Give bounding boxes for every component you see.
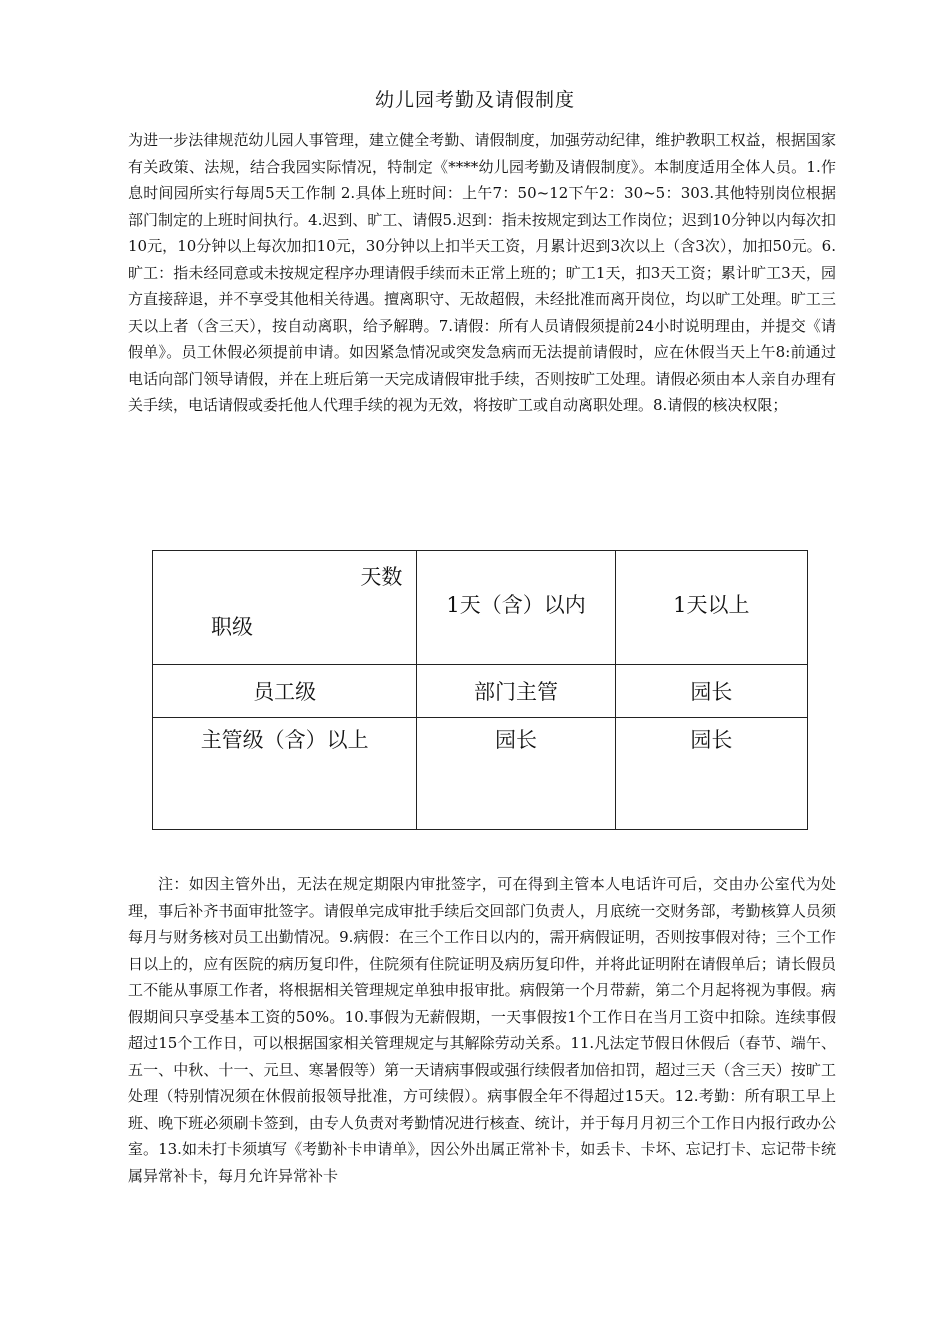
intro-paragraph: 为进一步法律规范幼儿园人事管理，建立健全考勤、请假制度，加强劳动纪律，维护教职工权益，根据国家有关政策、法规，结合我园实际情况，特制定《****幼儿园考勤及请假制度》。本制度适用全体人员。1.作息时间园所实行每周5天工作制 2.具体上班时间：上午7：50~12下午2：30~5：303.其他特别岗位根据部门制定的上班时间执行。4.迟到、旷工、请假5.迟到：指未按规定到达工作岗位；迟到10分钟以内每次扣10元，10分钟以上每次加扣10元，30分钟以上扣半天工资，月累计迟到3次以上（含3次），加扣50元。6.旷工：指未经同意或未按规定程序办理请假手续而未正常上班的；旷工1天，扣3天工资；累计旷工3天，园方直接辞退，并不享受其他相关待遇。擅离职守、无故超假，未经批准而离开岗位，均以旷工处理。旷工三天以上者（含三天），按自动离职，给予解聘。7.请假：所有人员请假须提前24小时说明理由，并提交《请假单》。员工休假必须提前申请。如因紧急情况或突发急病而无法提前请假时，应在休假当天上午8:前通过电话向部门领导请假，并在上班后第一天完成请假审批手续，否则按旷工处理。请假必须由本人亲自办理有关手续，电话请假或委托他人代理手续的视为无效，将按旷工或自动离职处理。8.请假的核决权限； [128,131,836,414]
header-corner-cell [153,551,417,665]
approval-authority-table [152,550,808,830]
within-cell: 部门主管 [417,665,615,718]
table-header-row [153,551,808,665]
within-cell: 园长 [417,718,615,830]
document-title: 幼儿园考勤及请假制度 [374,89,575,111]
rank-cell: 主管级（含）以上 [153,718,417,830]
header-within-one-day: 1天（含）以内 [417,551,615,665]
header-rank-label: 职级 [211,615,253,639]
note-paragraph: 注：如因主管外出，无法在规定期限内审批签字，可在得到主管本人电话许可后，交由办公室代为处理，事后补齐书面审批签字。请假单完成审批手续后交回部门负责人，月底统一交财务部，考勤核算人员须每月与财务核对员工出勤情况。9.病假：在三个工作日以内的，需开病假证明，否则按事假对待；三个工作日以上的，应有医院的病历复印件，住院须有住院证明及病历复印件，并将此证明附在请假单后；请长假员工不能从事原工作者，将根据相关管理规定单独申报审批。病假第一个月带薪，第二个月起将视为事假。病假期间只享受基本工资的50%。10.事假为无薪假期，一天事假按1个工作日在当月工资中扣除。连续事假超过15个工作日，可以根据国家相关管理规定与其解除劳动关系。11.凡法定节假日休假后（春节、端午、五一、中秋、十一、元旦、寒暑假等）第一天请病事假或强行续假者加倍扣罚，超过三天（含三天）按旷工处理（特别情况须在休假前报领导批准，方可续假）。病事假全年不得超过15天。12.考勤：所有职工早上班、晚下班必须刷卡签到，由专人负责对考勤情况进行核查、统计，并于每月月初三个工作日内报行政办公室。13.如未打卡须填写《考勤补卡申请单》，因公外出属正常补卡，如丢卡、卡坏、忘记打卡、忘记带卡统属异常补卡，每月允许异常补卡 [128,875,836,1185]
table-row [153,665,808,718]
header-over-one-day: 1天以上 [615,551,807,665]
rank-cell: 员工级 [153,665,417,718]
header-days-label: 天数 [360,565,403,589]
over-cell: 园长 [615,665,807,718]
over-cell: 园长 [615,718,807,830]
table-row [153,718,808,830]
